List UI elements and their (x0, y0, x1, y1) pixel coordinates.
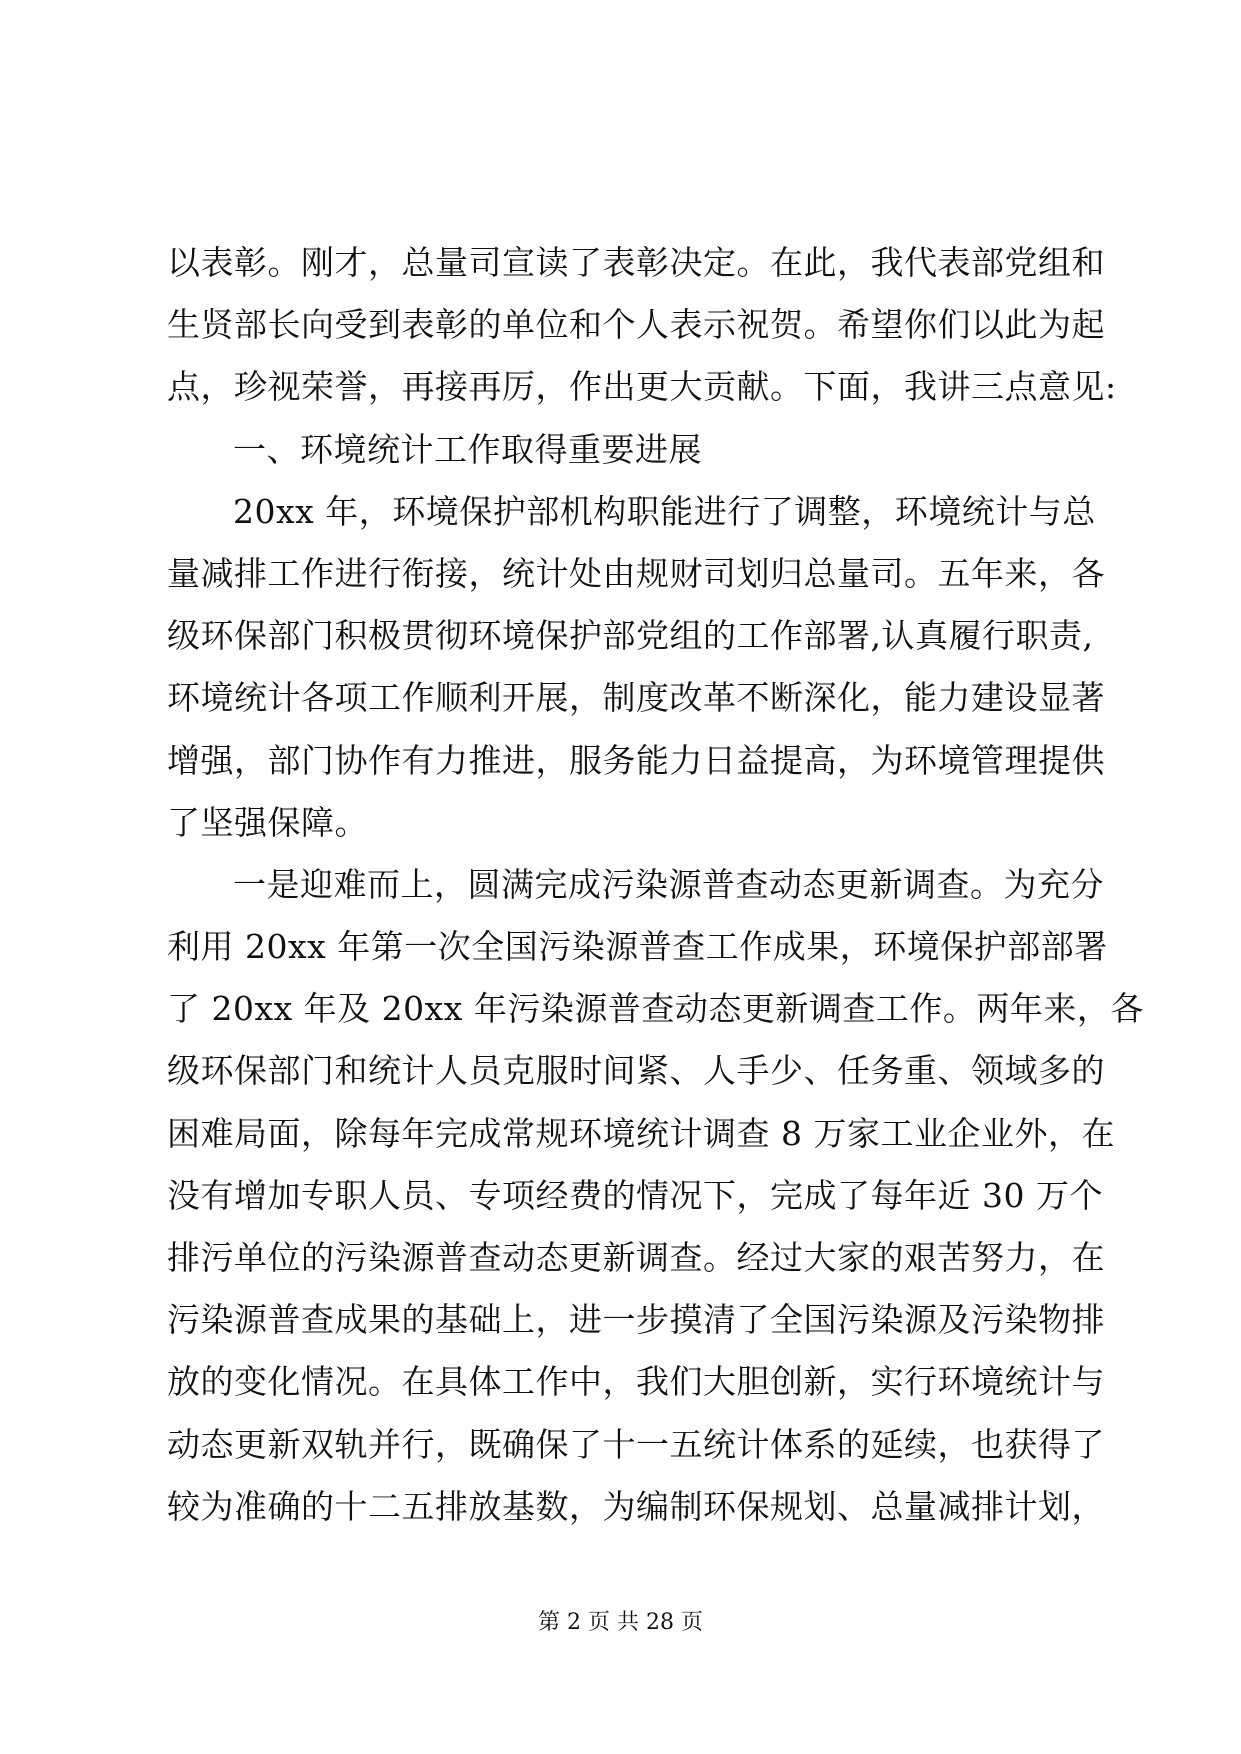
text-line: 排污单位的污染源普查动态更新调查。经过大家的艰苦努力，在 (167, 1238, 1105, 1277)
text-line: 增强，部门协作有力推进，服务能力日益提高，为环境管理提供 (167, 740, 1105, 780)
text-line: 生贤部长向受到表彰的单位和个人表示祝贺。希望你们以此为起 (167, 305, 1105, 345)
text-line: 了 20xx 年及 20xx 年污染源普查动态更新调查工作。两年来，各 (167, 989, 1144, 1029)
text-line: 量减排工作进行衔接，统计处由规财司划归总量司。五年来，各 (167, 553, 1105, 593)
document-body (167, 232, 1144, 1538)
text-line: 了坚强保障。 (167, 802, 368, 842)
text-line: 级环保部门和统计人员克服时间紧、人手少、任务重、领域多的 (167, 1051, 1105, 1091)
text-line: 较为准确的十二五排放基数，为编制环保规划、总量减排计划， (167, 1486, 1105, 1526)
text-line: 污染源普查成果的基础上，进一步摸清了全国污染源及污染物排 (167, 1300, 1105, 1340)
text-line: 困难局面，除每年完成常规环境统计调查 8 万家工业企业外，在 (167, 1113, 1115, 1153)
text-line: 以表彰。刚才，总量司宣读了表彰决定。在此，我代表部党组和 (167, 243, 1105, 282)
text-line: 利用 20xx 年第一次全国污染源普查工作成果，环境保护部部署 (167, 927, 1108, 967)
text-line: 没有增加专职人员、专项经费的情况下，完成了每年近 30 万个 (167, 1175, 1103, 1215)
text-line: 点，珍视荣誉，再接再厉，作出更大贡献。下面，我讲三点意见: (167, 367, 1117, 407)
text-line: 放的变化情况。在具体工作中，我们大胆创新，实行环境统计与 (167, 1362, 1105, 1402)
section-heading: 一、环境统计工作取得重要进展 (233, 429, 702, 469)
text-line: 20xx 年，环境保护部机构职能进行了调整，环境统计与总 (233, 491, 1096, 531)
text-line: 级环保部门积极贯彻环境保护部党组的工作部署,认真履行职责, (167, 616, 1094, 656)
text-line: 环境统计各项工作顺利开展，制度改革不断深化，能力建设显著 (167, 678, 1105, 718)
text-line: 一是迎难而上，圆满完成污染源普查动态更新调查。为充分 (233, 864, 1104, 904)
text-line: 动态更新双轨并行，既确保了十一五统计体系的延续，也获得了 (167, 1424, 1105, 1464)
page-number-footer: 第 2 页 共 28 页 (538, 1610, 703, 1635)
